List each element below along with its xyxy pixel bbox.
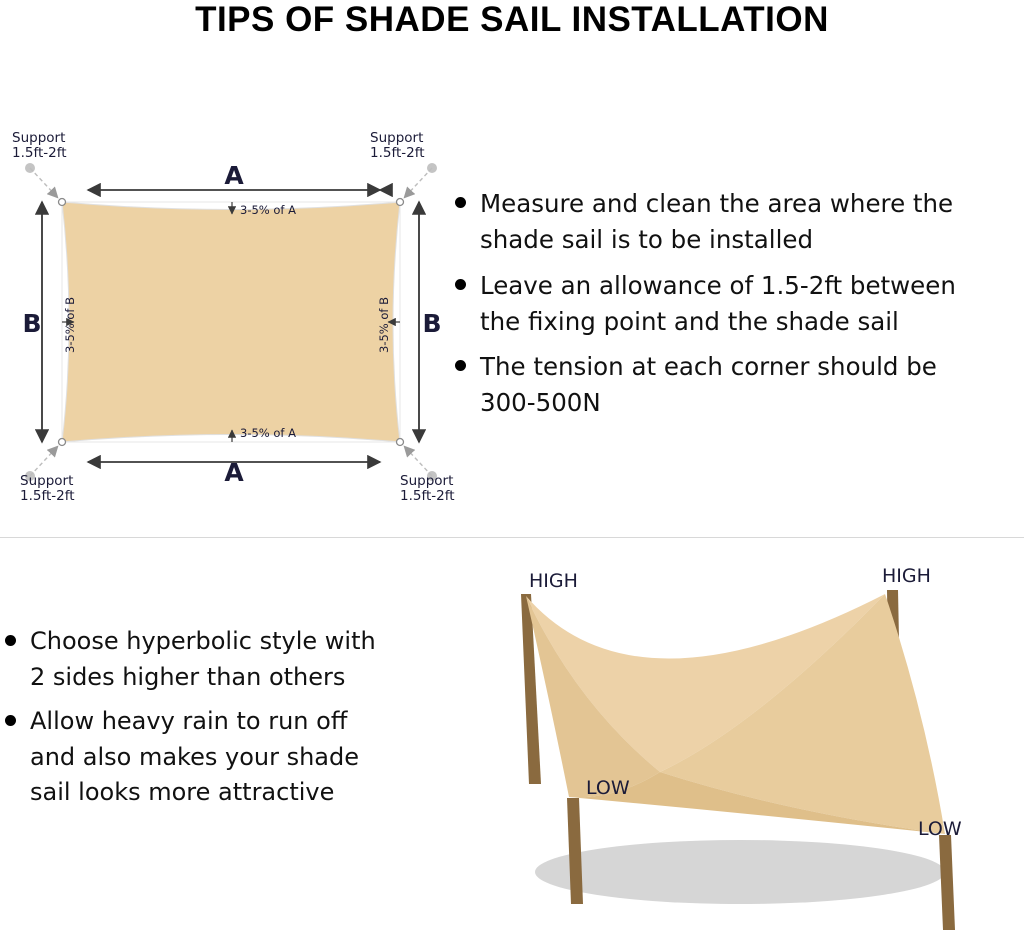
support-label-bottom-right: Support	[400, 473, 454, 489]
sail-shape	[62, 202, 400, 442]
tip-text: Choose hyperbolic style with 2 sides higher than others	[30, 627, 376, 691]
svg-text:3-5% of B: 3-5% of B	[63, 297, 77, 353]
label-low-right: LOW	[918, 818, 962, 840]
rectangular-sail-diagram	[0, 110, 470, 510]
ground-shadow	[535, 840, 945, 904]
svg-text:1.5ft-2ft: 1.5ft-2ft	[400, 488, 455, 504]
svg-text:A: A	[224, 458, 244, 487]
list-item	[5, 704, 445, 811]
svg-text:3-5% of B: 3-5% of B	[377, 297, 391, 353]
tip-text: Allow heavy rain to run off and also makes your shade sail looks more attractive	[30, 707, 360, 807]
svg-text:1.5ft-2ft: 1.5ft-2ft	[370, 145, 425, 161]
list-item	[455, 186, 1024, 259]
svg-text:B: B	[422, 309, 442, 338]
svg-text:1.5ft-2ft: 1.5ft-2ft	[12, 145, 67, 161]
svg-text:1.5ft-2ft: 1.5ft-2ft	[20, 488, 75, 504]
bullet-dot-icon	[455, 279, 466, 290]
bullet-dot-icon	[5, 715, 16, 726]
support-label-bottom-left: Support	[20, 473, 74, 489]
list-item	[455, 268, 1024, 341]
svg-text:3-5% of A: 3-5% of A	[240, 203, 296, 217]
tip-text: Leave an allowance of 1.5-2ft between the fixing point and the shade sail	[480, 270, 956, 336]
bullet-dot-icon	[455, 360, 466, 371]
tip-text: Measure and clean the area where the shade sail is to be installed	[480, 189, 954, 255]
top-tips-list	[455, 186, 1024, 431]
hyperbolic-sail-diagram	[455, 552, 1024, 934]
bottom-tips-list	[5, 624, 445, 820]
bullet-dot-icon	[455, 197, 466, 208]
support-label-top-left: Support	[12, 130, 66, 146]
svg-text:B: B	[22, 309, 42, 338]
label-high-left: HIGH	[529, 570, 578, 592]
svg-text:3-5% of A: 3-5% of A	[240, 426, 296, 440]
support-label-top-right: Support	[370, 130, 424, 146]
label-high-right: HIGH	[882, 565, 931, 587]
page-title: TIPS OF SHADE SAIL INSTALLATION	[195, 0, 829, 39]
bullet-dot-icon	[5, 635, 16, 646]
section-divider	[0, 537, 1024, 538]
list-item	[5, 624, 445, 695]
svg-text:A: A	[224, 161, 244, 190]
label-low-left: LOW	[586, 777, 630, 799]
tip-text: The tension at each corner should be 300-500N	[480, 352, 937, 418]
list-item	[455, 349, 1024, 422]
post-low-right	[939, 835, 955, 930]
